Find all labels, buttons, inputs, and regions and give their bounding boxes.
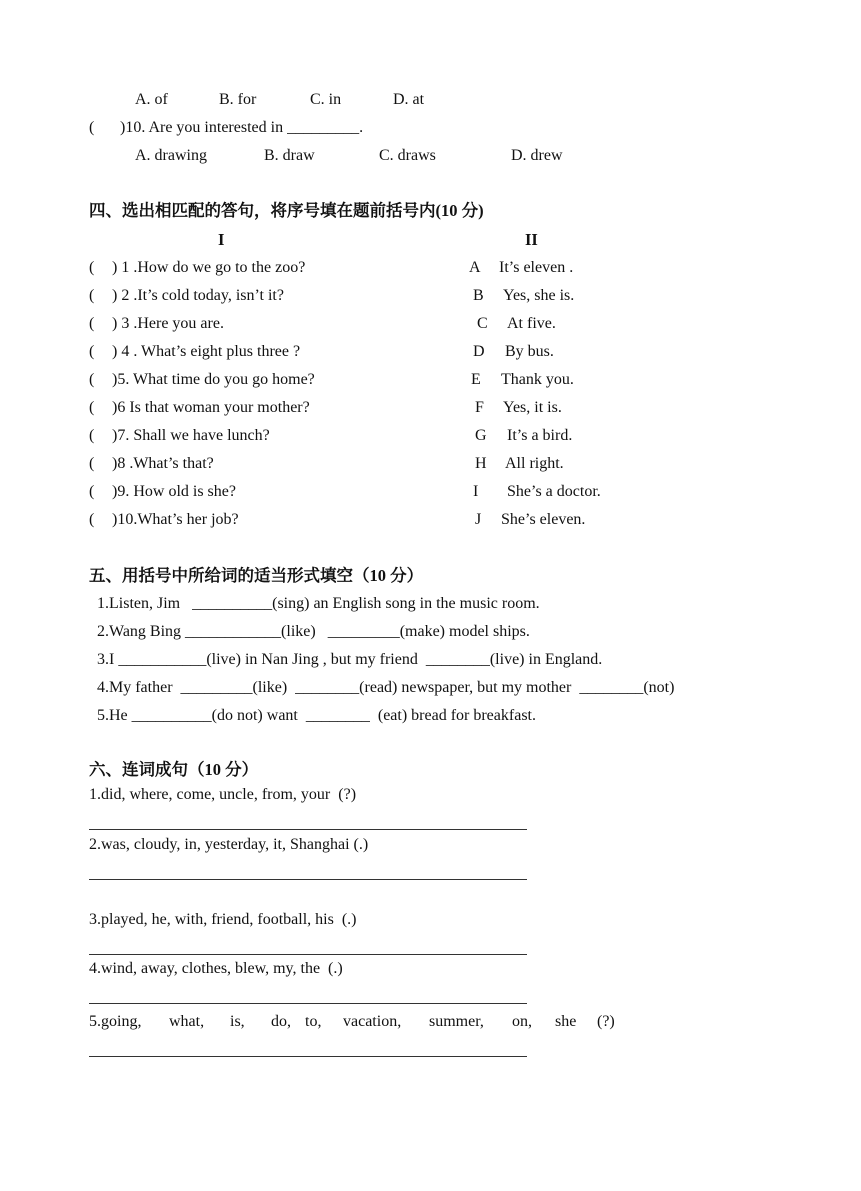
match-q2-paren[interactable]: ( <box>89 287 95 304</box>
q10-text: )10. Are you interested in _________. <box>120 119 364 136</box>
answer-letter-c: C <box>477 315 488 332</box>
answer-text-b: Yes, she is. <box>503 287 575 304</box>
match-q4-paren[interactable]: ( <box>89 343 95 360</box>
answer-text-j: She’s eleven. <box>501 511 586 528</box>
q9-option-a: A. of <box>135 91 168 108</box>
match-q8-text: )8 .What’s that? <box>112 455 214 472</box>
answer-letter-a: A <box>469 259 481 276</box>
order-item-1: 1.did, where, come, uncle, from, your (?) <box>89 786 357 803</box>
answer-text-e: Thank you. <box>501 371 574 388</box>
match-q6-paren[interactable]: ( <box>89 399 95 416</box>
answer-letter-b: B <box>473 287 484 304</box>
fill-item-3: 3.I ___________(live) in Nan Jing , but my friend ________(live) in England. <box>97 651 603 668</box>
fill-item-1: 1.Listen, Jim __________(sing) an English song in the music room. <box>97 595 540 612</box>
match-q6-text: )6 Is that woman your mother? <box>112 399 310 416</box>
answer-letter-d: D <box>473 343 485 360</box>
order-item-5-word-7: summer, <box>429 1013 484 1030</box>
answer-line-5[interactable] <box>89 1056 527 1057</box>
section-4-title: 四、选出相匹配的答句，将序号填在题前括号内(10 分) <box>89 201 484 220</box>
answer-text-f: Yes, it is. <box>503 399 562 416</box>
match-q9-paren[interactable]: ( <box>89 483 95 500</box>
answer-text-h: All right. <box>505 455 564 472</box>
q10-option-a: A. drawing <box>135 147 207 164</box>
match-q9-text: )9. How old is she? <box>112 483 236 500</box>
answer-text-a: It’s eleven . <box>499 259 574 276</box>
match-q3-text: ) 3 .Here you are. <box>112 315 224 332</box>
fill-item-2: 2.Wang Bing ____________(like) _________(make) model ships. <box>97 623 530 640</box>
answer-line-1[interactable] <box>89 829 527 830</box>
answer-text-g: It’s a bird. <box>507 427 573 444</box>
q10-option-d: D. drew <box>511 147 563 164</box>
section-5-title: 五、用括号中所给词的适当形式填空（10 分） <box>89 566 424 585</box>
column-i-header: I <box>218 230 225 249</box>
answer-line-3[interactable] <box>89 954 527 955</box>
q9-option-d: D. at <box>393 91 425 108</box>
match-q8-paren[interactable]: ( <box>89 455 95 472</box>
order-item-5-word-9: she <box>555 1013 577 1030</box>
fill-item-5: 5.He __________(do not) want ________ (eat) bread for breakfast. <box>97 707 536 724</box>
fill-item-4: 4.My father _________(like) ________(read) newspaper, but my mother ________(not) <box>97 679 675 696</box>
order-item-2: 2.was, cloudy, in, yesterday, it, Shanghai (.) <box>89 836 369 853</box>
order-item-5-word-8: on, <box>512 1013 532 1030</box>
q9-option-b: B. for <box>219 91 257 108</box>
match-q7-text: )7. Shall we have lunch? <box>112 427 270 444</box>
match-q1-text: ) 1 .How do we go to the zoo? <box>112 259 306 276</box>
match-q5-paren[interactable]: ( <box>89 371 95 388</box>
answer-letter-g: G <box>475 427 487 444</box>
match-q5-text: )5. What time do you go home? <box>112 371 315 388</box>
match-q7-paren[interactable]: ( <box>89 427 95 444</box>
order-item-3: 3.played, he, with, friend, football, his (.) <box>89 911 357 928</box>
order-item-5-word-10: (?) <box>597 1013 615 1030</box>
order-item-5-word-3: is, <box>230 1013 245 1030</box>
q10-option-c: C. draws <box>379 147 436 164</box>
answer-line-4[interactable] <box>89 1003 527 1004</box>
order-item-4: 4.wind, away, clothes, blew, my, the (.) <box>89 960 343 977</box>
order-item-5-word-5: to, <box>305 1013 322 1030</box>
match-q10-paren[interactable]: ( <box>89 511 95 528</box>
column-ii-header: II <box>525 230 538 249</box>
match-q4-text: ) 4 . What’s eight plus three ? <box>112 343 301 360</box>
answer-letter-f: F <box>475 399 484 416</box>
section-6-title: 六、连词成句（10 分） <box>89 760 259 779</box>
q9-option-c: C. in <box>310 91 342 108</box>
answer-letter-h: H <box>475 455 487 472</box>
answer-text-i: She’s a doctor. <box>507 483 601 500</box>
order-item-5-word-1: 5.going, <box>89 1013 142 1030</box>
order-item-5-word-4: do, <box>271 1013 291 1030</box>
q10-option-b: B. draw <box>264 147 315 164</box>
answer-text-c: At five. <box>507 315 556 332</box>
order-item-5-word-2: what, <box>169 1013 205 1030</box>
order-item-5-word-6: vacation, <box>343 1013 402 1030</box>
match-q2-text: ) 2 .It’s cold today, isn’t it? <box>112 287 284 304</box>
answer-line-2[interactable] <box>89 879 527 880</box>
answer-letter-e: E <box>471 371 481 388</box>
match-q10-text: )10.What’s her job? <box>112 511 239 528</box>
answer-letter-i: I <box>473 483 479 500</box>
answer-letter-j: J <box>475 511 482 528</box>
match-q3-paren[interactable]: ( <box>89 315 95 332</box>
match-q1-paren[interactable]: ( <box>89 259 95 276</box>
answer-text-d: By bus. <box>505 343 554 360</box>
q10-answer-paren[interactable]: ( <box>89 119 95 136</box>
